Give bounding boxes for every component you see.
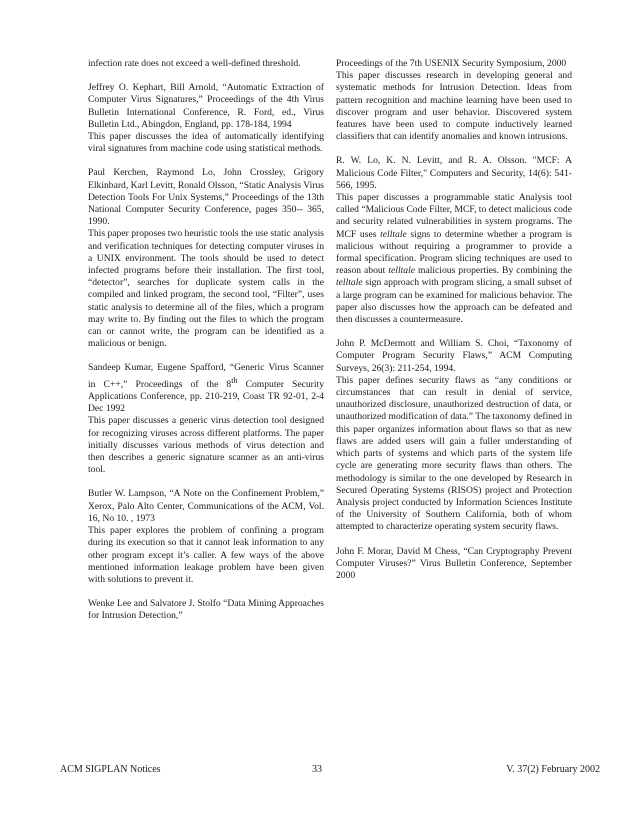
superscript: th (231, 375, 238, 385)
reference-summary: This paper discusses the idea of automatically identifying viral signatures from machine code using statistical methods. (88, 131, 324, 155)
reference-citation: Paul Kerchen, Raymond Lo, John Crossley, Grigory Elkinbard, Karl Levitt, Ronald Olsson, “Static Analysis Virus Detection Tools For Unix Systems,” Proceedings of the 13th National Computer Security Conference, pages 350-- 365, 1990. (88, 167, 324, 228)
reference-citation: Butler W. Lampson, “A Note on the Confinement Problem,” Xerox, Palo Alto Center, Communications of the ACM, Vol. 16, No 10. , 1973 (88, 488, 324, 524)
continuation-text: infection rate does not exceed a well-defined threshold. (88, 58, 301, 69)
reference-summary: This paper proposes two heuristic tools the use static analysis and verification techniques for detecting computer viruses in a UNIX environment. The tools should be used to detect infected programs before their installation. The first tool, “detector”, searches for duplicate system calls in the compiled and linked program, the second tool, “Filter”, uses static analysis to determine all of the files, which a program may write to. By finding out the files to which the program can or cannot write, the program can be identified as a malicious or benign. (88, 228, 324, 350)
reference-citation-continued: Proceedings of the 7th USENIX Security Symposium, 2000 (336, 58, 567, 69)
journal-name: ACM SIGPLAN Notices (60, 764, 161, 775)
reference-summary: This paper explores the problem of confining a program during its execution so that it cannot leak information to any other program except it’s caller. A few ways of the above mentioned information leakage problem have been given with solutions to prevent it. (88, 525, 324, 585)
emphasis: telltale (388, 265, 415, 277)
issue-date: V. 37(2) February 2002 (506, 764, 600, 775)
reference-summary: This paper discusses research in developing general and systematic methods for Intrusion Detection. Ideas from pattern recognition and machine learning have been used to discover program and user behavior. Discovered system features have been used to compute inductively learned classifiers that can identify anomalies and known intrusions. (336, 70, 572, 143)
reference-citation: John F. Morar, David M Chess, “Can Cryptography Prevent Computer Viruses?” Virus Bulletin Conference, September 2000 (336, 545, 572, 581)
reference-citation: Sandeep Kumar, Eugene Spafford, “Generic Virus Scanner in C++,” Proceedings of the 8th Computer Security Applications Conference, pp. 210-219, Coast TR 92-01, 2-4 Dec 1992 (88, 362, 325, 415)
emphasis: telltale (380, 228, 407, 240)
reference-citation: John P. McDermott and William S. Choi, “Taxonomy of Computer Program Security Flaws,” ACM Computing Surveys, 26(3): 211-254, 1994. (336, 338, 572, 374)
page-number: 33 (312, 764, 322, 775)
left-column (88, 58, 324, 623)
reference-citation: Wenke Lee and Salvatore J. Stolfo “Data Mining Approaches for Intrusion Detection,” (88, 598, 324, 622)
right-column (336, 58, 572, 582)
reference-citation: R. W. Lo, K. N. Levitt, and R. A. Olsson. "MCF: A Malicious Code Filter," Computers and Security, 14(6): 541-566, 1995. (336, 155, 572, 191)
reference-summary: This paper discusses a generic virus detection tool designed for recognizing viruses across different platforms. The paper initially discusses various methods of virus detection and then describes a generic signature scanner as an anti-virus tool. (88, 415, 324, 476)
reference-summary: This paper discusses a programmable static Analysis tool called “Malicious Code Filter, MCF, to detect malicious code and security related vulnerabilities in system programs. The MCF uses telltale signs to determine whether a program is malicious without requiring a programmer to provide a formal specification. Program slicing techniques are used to reason about telltale malicious properties. By combining the telltale sign approach with program slicing, a small subset of a large program can be examined for malicious behavior. The paper also discusses how the approach can be defeated and then discusses a countermeasure. (336, 192, 573, 326)
reference-citation: Jeffrey O. Kephart, Bill Arnold, “Automatic Extraction of Computer Virus Signatures,” Proceedings of the 4th Virus Bulletin International Conference, R. Ford, ed., Virus Bulletin Ltd., Abingdon, England, pp. 178-184, 1994 (88, 82, 324, 130)
emphasis: telltale (336, 277, 363, 289)
reference-summary: This paper defines security flaws as “any conditions or circumstances that can result in denial of service, unauthorized disclosure, unauthorized destruction of data, or unauthorized modification of data.” The taxonomy defined in this paper organizes information about flaws so that as new flaws are added users will gain a fuller understanding of which parts of systems and which parts of the system life cycle are generating more security flaws than others. The methodology is similar to the one developed by Research in Secured Operating Systems (RISOS) project and Protection Analysis project conducted by Information Sciences Institute of the University of Southern California, both of whom attempted to characterize operating system security flaws. (336, 374, 572, 533)
